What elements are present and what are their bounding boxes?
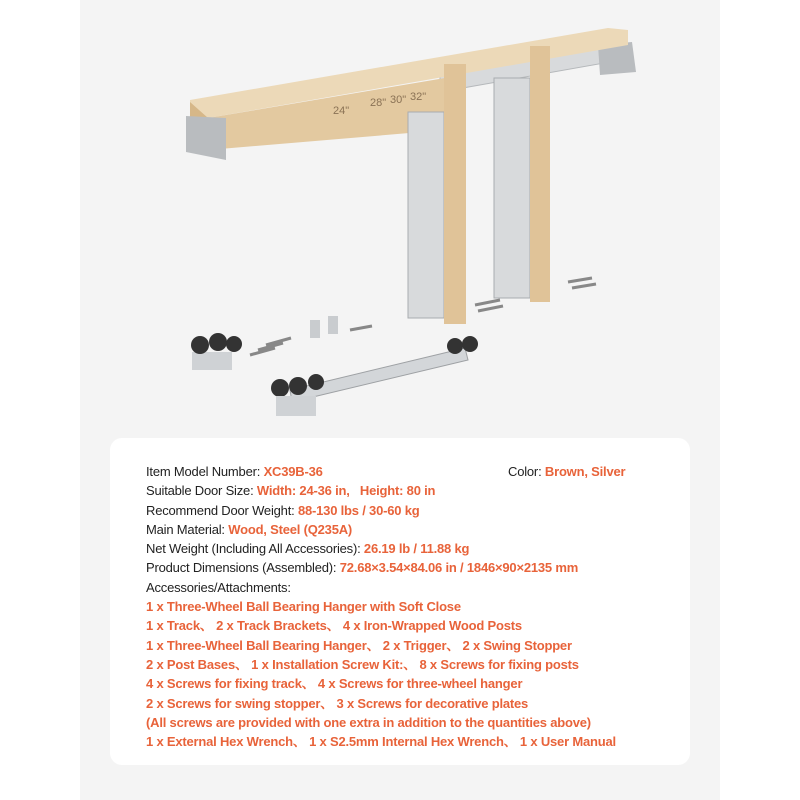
spec-label: Net Weight (Including All Accessories):: [146, 541, 364, 557]
spec-material: [146, 520, 666, 539]
ruler-mark: 24": [333, 105, 350, 117]
spec-label: Recommend Door Weight:: [146, 502, 298, 518]
accessory-line: 1 x Three-Wheel Ball Bearing Hanger、 2 x Trigger、 2 x Swing Stopper: [146, 637, 572, 653]
ruler-mark: 30": [390, 94, 407, 106]
spec-value: 88-130 lbs / 30-60 kg: [297, 502, 420, 518]
spec-dimensions: [146, 558, 666, 577]
steel-post: [494, 78, 530, 298]
steel-post: [408, 112, 444, 318]
spec-value: Width: 24-36 in, Height: 80 in: [256, 483, 436, 499]
spec-color: [508, 462, 625, 481]
accessories-heading: Accessories/Attachments:: [146, 579, 291, 595]
ruler-mark: 32": [410, 91, 427, 103]
ruler-mark: 28": [370, 97, 387, 109]
spec-net-weight: [146, 539, 666, 558]
spec-door-weight: [146, 501, 666, 520]
spec-list: [146, 462, 666, 751]
wood-post: [530, 46, 550, 302]
accessory-line: 2 x Screws for swing stopper、 3 x Screws for decorative plates: [146, 695, 529, 711]
spec-value: Wood, Steel (Q235A): [228, 521, 353, 537]
spec-value: 26.19 lb / 11.88 kg: [363, 541, 470, 557]
swing-stopper: [328, 316, 338, 334]
accessory-line: 2 x Post Bases、 1 x Installation Screw Kit:、 8 x Screws for fixing posts: [146, 656, 579, 672]
spec-value: XC39B-36: [263, 464, 323, 479]
spec-label: Product Dimensions (Assembled):: [146, 560, 340, 576]
spec-door-size: [146, 481, 666, 500]
accessory-line: 1 x External Hex Wrench、 1 x S2.5mm Internal Hex Wrench、 1 x User Manual: [146, 734, 616, 750]
spec-value: 72.68×3.54×84.06 in / 1846×90×2135 mm: [339, 560, 579, 576]
accessory-line: 4 x Screws for fixing track、 4 x Screws for three-wheel hanger: [146, 676, 523, 692]
spec-model: [146, 462, 666, 481]
spec-label: Main Material:: [146, 521, 229, 537]
spec-label: Suitable Door Size:: [146, 483, 257, 499]
left-bracket: [186, 116, 226, 160]
swing-stopper: [310, 320, 320, 338]
accessory-line: (All screws are provided with one extra in addition to the quantities above): [146, 714, 591, 730]
spec-value: Brown, Silver: [544, 464, 626, 479]
spec-label: Item Model Number:: [146, 464, 264, 479]
accessory-line: 1 x Track、 2 x Track Brackets、 4 x Iron-Wrapped Wood Posts: [146, 618, 522, 634]
spec-label: Color:: [508, 464, 545, 479]
wood-post: [444, 64, 466, 324]
accessory-line: 1 x Three-Wheel Ball Bearing Hanger with Soft Close: [146, 599, 461, 615]
hanger-soft-close: [191, 333, 242, 370]
